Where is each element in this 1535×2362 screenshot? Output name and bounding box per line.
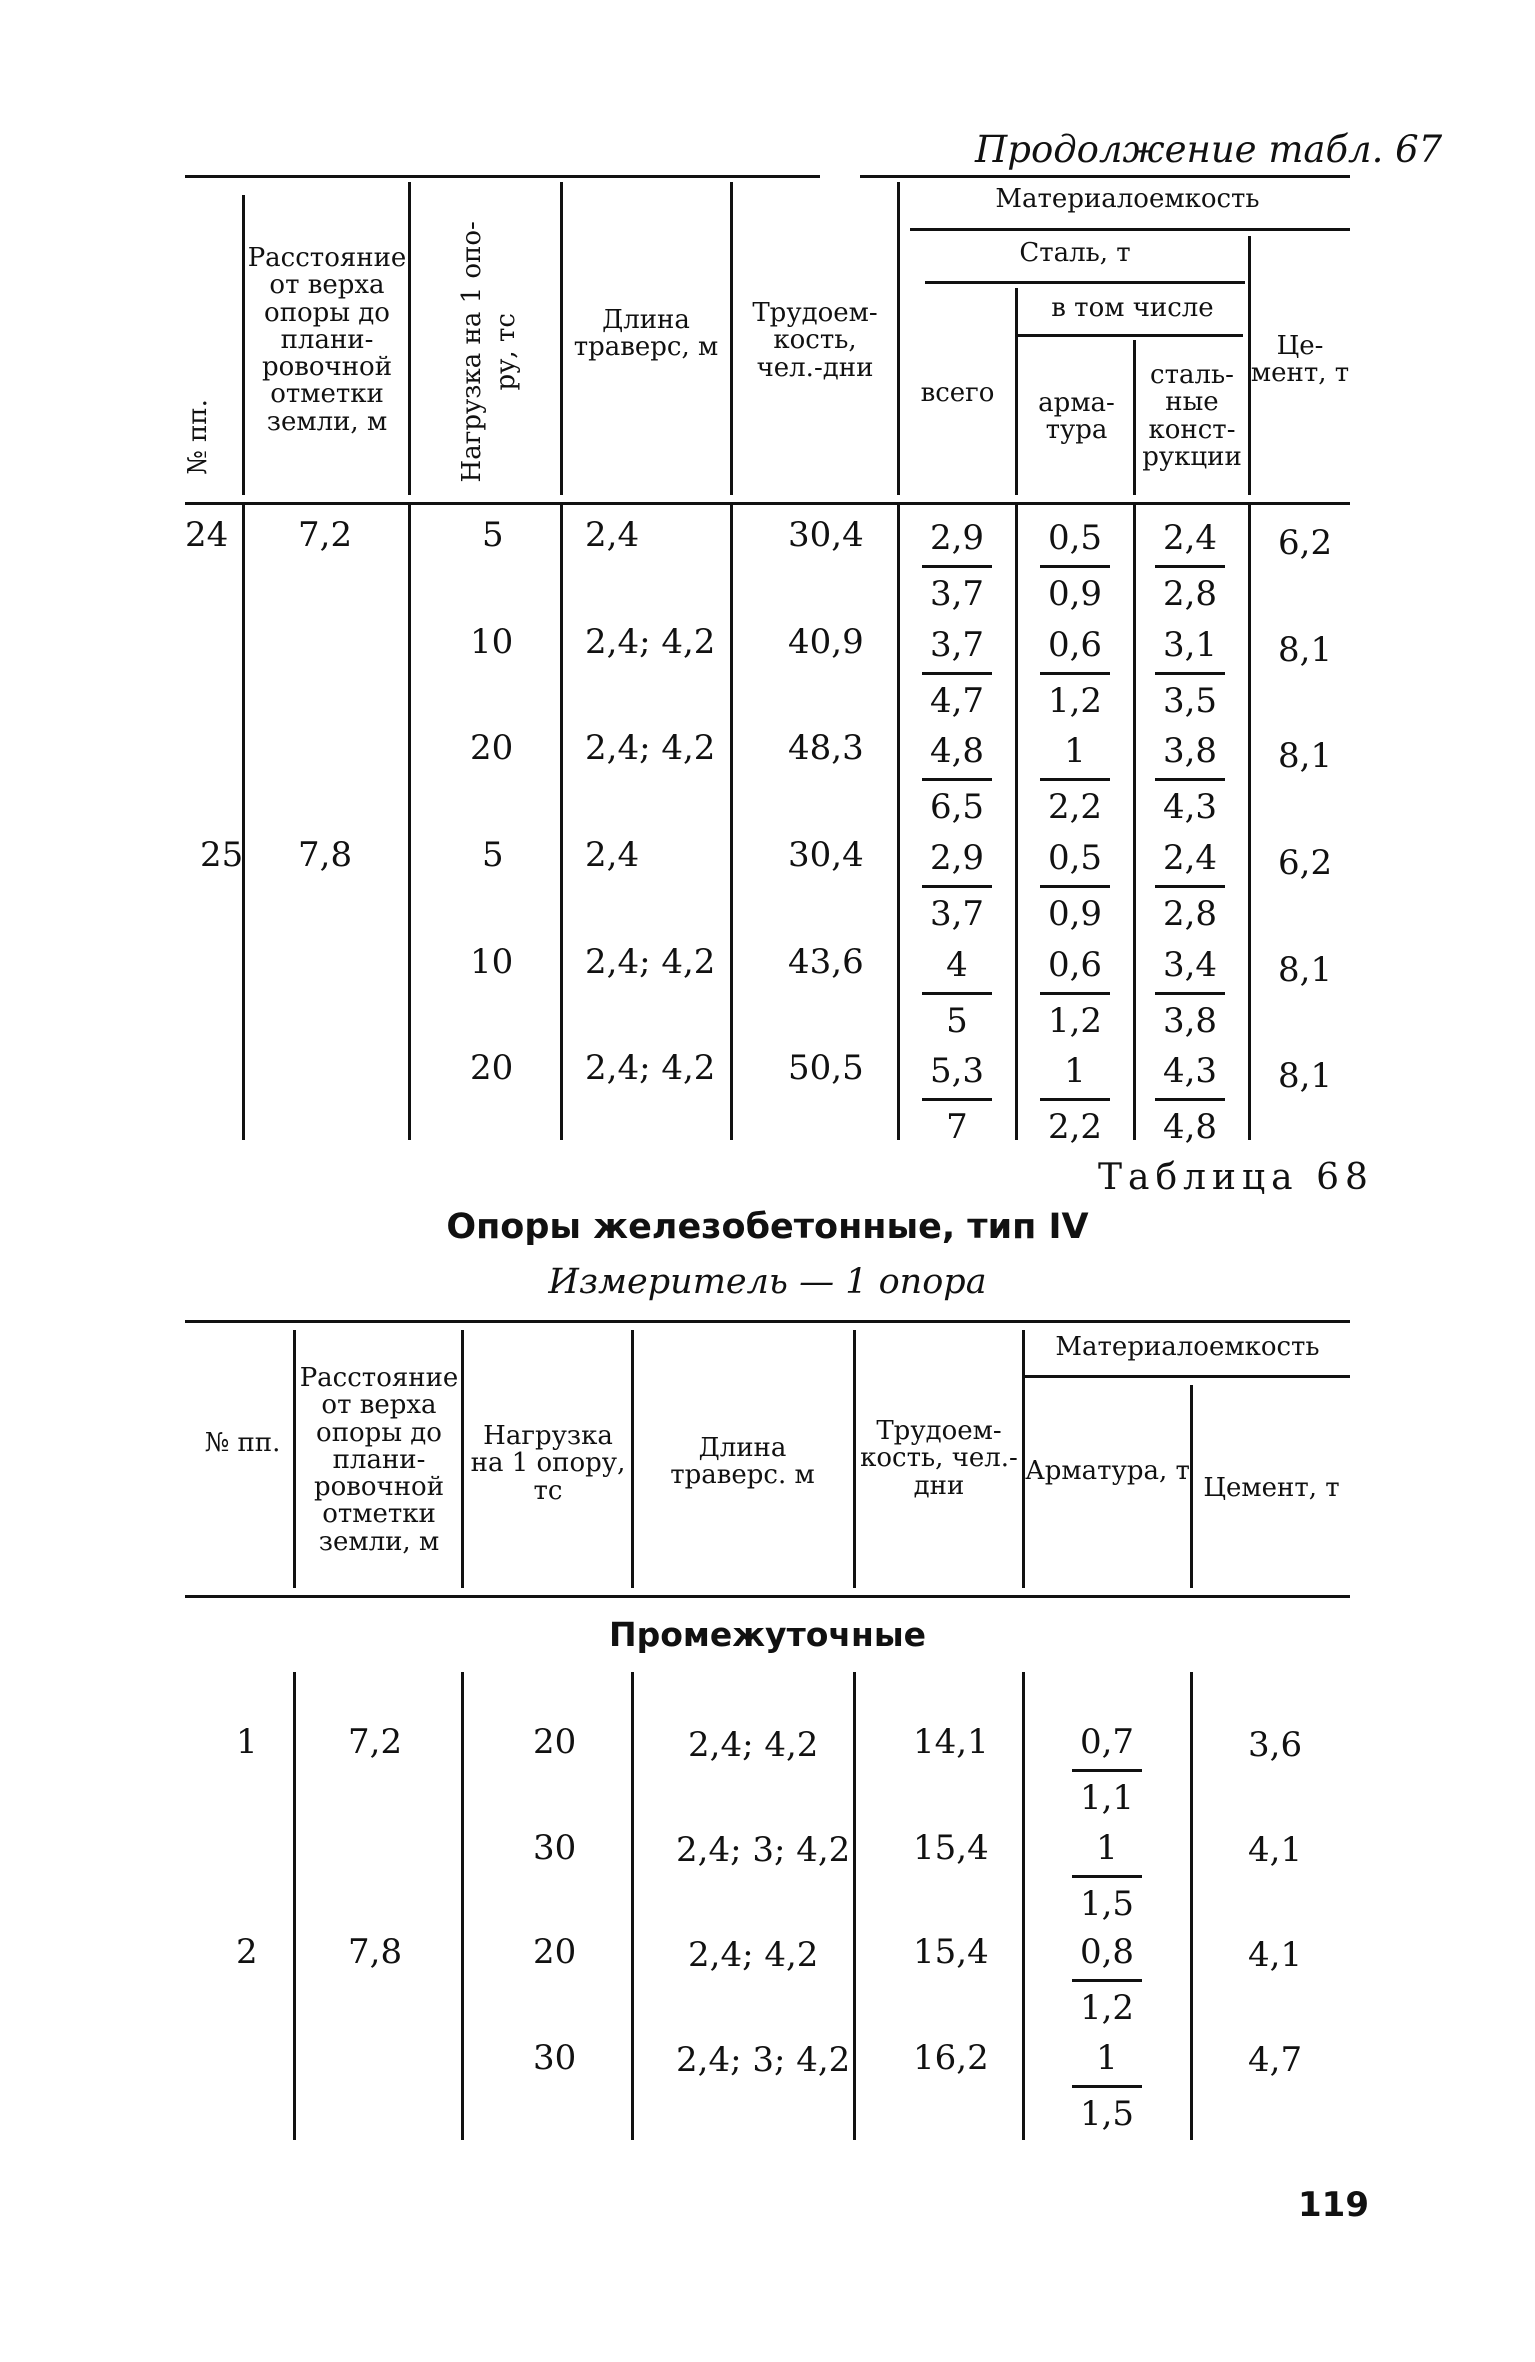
cell-load: 20	[470, 728, 514, 768]
t68-col-distance-header: Расстояние от верха опоры до плани- ровочной отметки земли, м	[299, 1363, 459, 1557]
cell-labor: 43,6	[788, 942, 864, 982]
col-distance-header: Расстояние от верха опоры до плани- ровочной отметки земли, м	[247, 243, 407, 437]
cell-num: 25	[200, 835, 244, 875]
table68-label: Таблица 68	[1098, 1157, 1374, 1198]
cell-steel: $\frac{3,1}{3,5}$	[1155, 619, 1225, 728]
cell-cement: 8,1	[1278, 736, 1333, 776]
col-total-header: всего	[920, 378, 995, 408]
cell-num: 1	[236, 1722, 258, 1762]
cell-rebar: $\frac{0,6}{1,2}$	[1040, 939, 1110, 1048]
cell-load: 5	[482, 515, 504, 555]
cell-labor: 30,4	[788, 515, 864, 555]
cell-num: 24	[185, 515, 229, 555]
cell-load: 20	[470, 1048, 514, 1088]
cell-cement: 6,2	[1278, 523, 1333, 563]
cell-rebar: $\frac{0,8}{1,2}$	[1072, 1926, 1142, 2035]
col-cement-header: Це- мент, т	[1250, 331, 1350, 389]
cell-total: $\frac{3,7}{4,7}$	[922, 619, 992, 728]
cell-labor: 14,1	[913, 1722, 989, 1762]
cell-length: 2,4; 3; 4,2	[676, 1830, 851, 1870]
col-num-header: № пп.	[183, 399, 213, 475]
cell-labor: 50,5	[788, 1048, 864, 1088]
cell-length: 2,4; 4,2	[688, 1935, 819, 1975]
cell-steel: $\frac{4,3}{4,8}$	[1155, 1045, 1225, 1154]
cell-rebar: $\frac{0,5}{0,9}$	[1040, 832, 1110, 941]
cell-load: 20	[533, 1722, 577, 1762]
cell-steel: $\frac{2,4}{2,8}$	[1155, 832, 1225, 941]
cell-labor: 40,9	[788, 622, 864, 662]
cell-load: 10	[470, 622, 514, 662]
cell-distance: 7,8	[348, 1932, 403, 1972]
col-labor-header: Трудоем- кость, чел.-дни	[752, 298, 878, 383]
cell-length: 2,4	[585, 835, 640, 875]
page-number: 119	[1298, 2185, 1369, 2225]
cell-load: 30	[533, 2038, 577, 2078]
cell-rebar: $\frac{1}{1,5}$	[1072, 1822, 1142, 1931]
cell-distance: 7,2	[298, 515, 353, 555]
t68-col-rebar-header: Арматура, т	[1025, 1456, 1190, 1486]
col-load-header: Нагрузка на 1 опо- ру, тс	[457, 221, 521, 483]
cell-total: $\frac{5,3}{7}$	[922, 1045, 992, 1154]
cell-rebar: $\frac{0,6}{1,2}$	[1040, 619, 1110, 728]
cell-steel: $\frac{3,4}{3,8}$	[1155, 939, 1225, 1048]
table68-unit: Измеритель — 1 опора	[548, 1262, 987, 1302]
t68-col-length-header: Длина траверс. м	[670, 1433, 815, 1491]
cell-labor: 15,4	[913, 1932, 989, 1972]
cell-steel: $\frac{2,4}{2,8}$	[1155, 512, 1225, 621]
section-heading: Промежуточные	[608, 1615, 927, 1654]
cell-labor: 30,4	[788, 835, 864, 875]
cell-cement: 6,2	[1278, 843, 1333, 883]
cell-rebar: $\frac{1}{1,5}$	[1072, 2032, 1142, 2141]
cell-length: 2,4; 4,2	[585, 942, 716, 982]
steel-header: Сталь, т	[1019, 238, 1131, 268]
continuation-label: Продолжение табл. 67	[975, 128, 1443, 171]
cell-cement: 8,1	[1278, 1056, 1333, 1096]
cell-length: 2,4; 3; 4,2	[676, 2040, 851, 2080]
cell-load: 30	[533, 1828, 577, 1868]
cell-cement: 4,1	[1248, 1935, 1303, 1975]
cell-length: 2,4	[585, 515, 640, 555]
cell-total: $\frac{2,9}{3,7}$	[922, 832, 992, 941]
cell-labor: 48,3	[788, 728, 864, 768]
cell-length: 2,4; 4,2	[585, 728, 716, 768]
cell-load: 5	[482, 835, 504, 875]
cell-load: 10	[470, 942, 514, 982]
col-rebar-header: арма- тура	[1038, 388, 1115, 446]
t68-col-load-header: Нагрузка на 1 опору, тс	[470, 1421, 626, 1506]
cell-load: 20	[533, 1932, 577, 1972]
col-steelstruct-header: сталь- ные конст- рукции	[1142, 360, 1242, 472]
t68-col-labor-header: Трудоем- кость, чел.-дни	[860, 1416, 1018, 1501]
table68-title: Опоры железобетонные, тип IV	[446, 1207, 1089, 1247]
cell-labor: 16,2	[913, 2038, 989, 2078]
cell-cement: 4,7	[1248, 2040, 1303, 2080]
t68-col-cement-header: Цемент, т	[1203, 1473, 1340, 1503]
cell-length: 2,4; 4,2	[688, 1725, 819, 1765]
cell-labor: 15,4	[913, 1828, 989, 1868]
cell-cement: 3,6	[1248, 1725, 1303, 1765]
t68-materials-header: Материалоемкость	[1055, 1332, 1320, 1362]
cell-length: 2,4; 4,2	[585, 1048, 716, 1088]
including-header: в том числе	[1051, 293, 1214, 323]
cell-rebar: $\frac{0,7}{1,1}$	[1072, 1716, 1142, 1825]
col-length-header: Длина траверс, м	[573, 305, 719, 363]
cell-total: $\frac{4}{5}$	[922, 939, 992, 1048]
materials-header: Материалоемкость	[995, 184, 1260, 214]
cell-total: $\frac{4,8}{6,5}$	[922, 725, 992, 834]
cell-rebar: $\frac{1}{2,2}$	[1040, 725, 1110, 834]
cell-cement: 8,1	[1278, 630, 1333, 670]
cell-rebar: $\frac{0,5}{0,9}$	[1040, 512, 1110, 621]
cell-distance: 7,2	[348, 1722, 403, 1762]
cell-total: $\frac{2,9}{3,7}$	[922, 512, 992, 621]
cell-cement: 8,1	[1278, 950, 1333, 990]
cell-cement: 4,1	[1248, 1830, 1303, 1870]
cell-length: 2,4; 4,2	[585, 622, 716, 662]
cell-num: 2	[236, 1932, 258, 1972]
t68-col-num-header: № пп.	[204, 1428, 281, 1458]
cell-rebar: $\frac{1}{2,2}$	[1040, 1045, 1110, 1154]
cell-distance: 7,8	[298, 835, 353, 875]
cell-steel: $\frac{3,8}{4,3}$	[1155, 725, 1225, 834]
